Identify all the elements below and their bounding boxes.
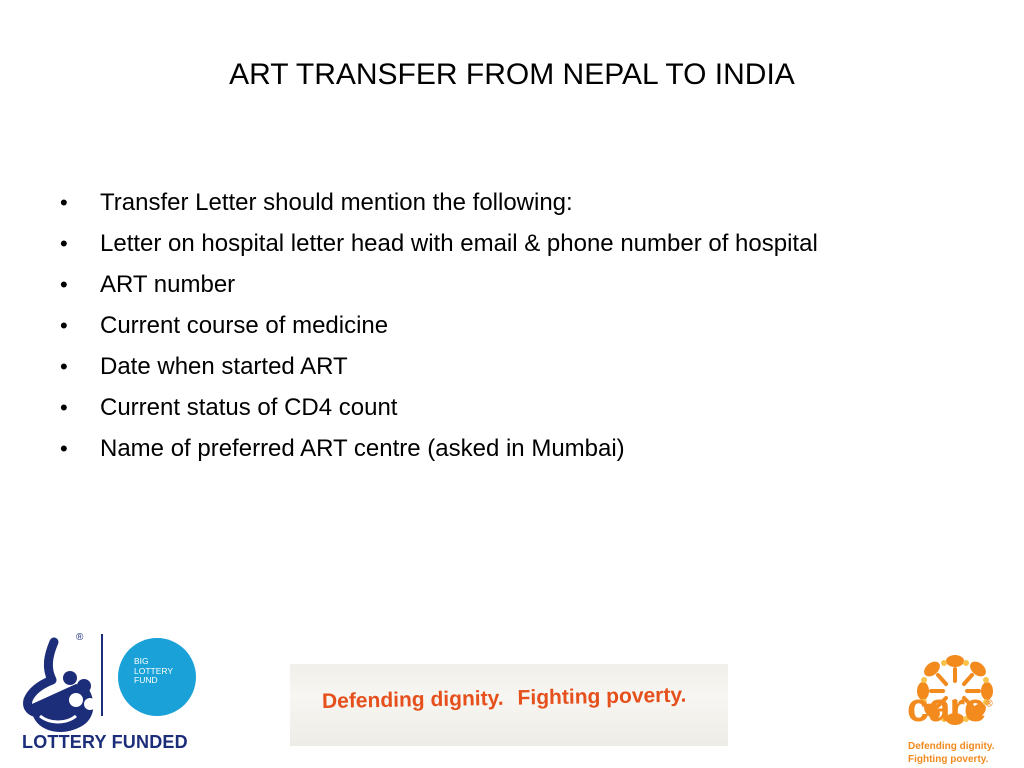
bullet-item bbox=[60, 348, 818, 389]
tagline-part-dignity: Defending dignity. bbox=[321, 686, 504, 713]
bullet-text: Name of preferred ART centre (asked in Mumbai) bbox=[100, 435, 625, 462]
bullet-icon: • bbox=[60, 395, 68, 420]
bullet-text: Date when started ART bbox=[100, 353, 348, 380]
bullet-item bbox=[60, 389, 818, 430]
lottery-funded-caption: LOTTERY FUNDED bbox=[22, 732, 188, 752]
bullet-text: Transfer Letter should mention the following: bbox=[100, 189, 573, 216]
bullet-list bbox=[60, 184, 818, 471]
care-registered-mark: ® bbox=[985, 698, 992, 710]
bullet-item bbox=[60, 430, 818, 471]
logo-divider bbox=[101, 634, 103, 716]
bullet-text: Current course of medicine bbox=[100, 312, 389, 339]
slide-title: ART TRANSFER FROM NEPAL TO INDIA bbox=[229, 58, 795, 91]
big-lottery-fund-text: BIG LOTTERY FUND bbox=[134, 656, 174, 685]
care-wordmark bbox=[907, 686, 992, 731]
bullet-text: ART number bbox=[100, 271, 236, 298]
bullet-text: Current status of CD4 count bbox=[100, 394, 398, 421]
bullet-item bbox=[60, 307, 818, 348]
bullet-icon: • bbox=[60, 272, 68, 297]
tagline-text bbox=[322, 684, 687, 714]
care-wordmark-text: care bbox=[907, 686, 986, 730]
care-tagline: Defending dignity. Fighting poverty. bbox=[908, 741, 995, 765]
bullet-icon: • bbox=[60, 436, 68, 461]
bullet-item bbox=[60, 225, 818, 266]
bullet-item bbox=[60, 266, 818, 307]
bullet-icon: • bbox=[60, 354, 68, 379]
tagline-part-poverty: Fighting poverty. bbox=[517, 683, 687, 710]
registered-mark: ® bbox=[76, 632, 84, 643]
bullet-item bbox=[60, 184, 818, 225]
tagline-banner bbox=[290, 664, 728, 746]
bullet-icon: • bbox=[60, 190, 68, 215]
bullet-icon: • bbox=[60, 313, 68, 338]
bullet-text: Letter on hospital letter head with email & phone number of hospital bbox=[100, 230, 818, 257]
bullet-icon: • bbox=[60, 231, 68, 256]
